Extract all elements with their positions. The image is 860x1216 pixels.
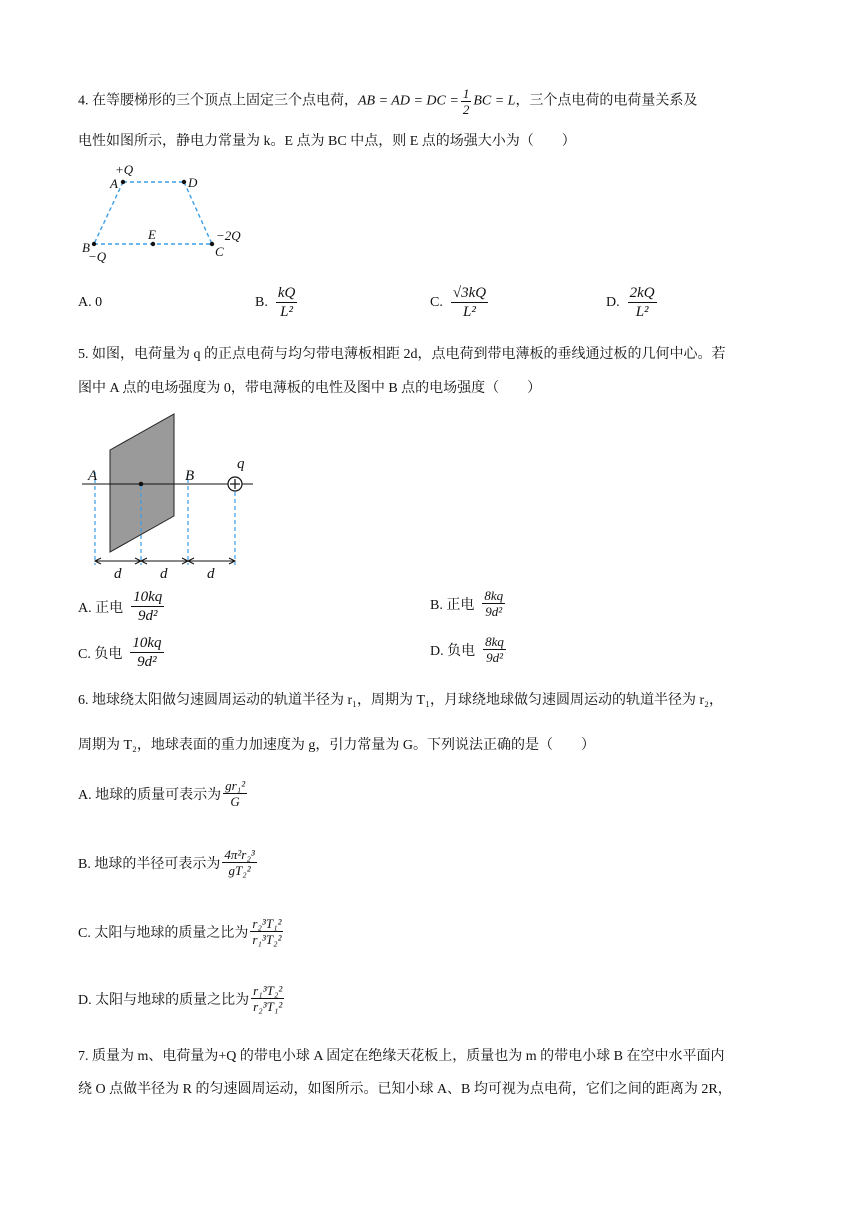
fraction-numerator: 10kq — [132, 635, 162, 651]
fraction-denominator: 9d² — [485, 604, 503, 619]
option-fraction — [223, 778, 247, 809]
option-fraction — [222, 847, 256, 878]
q4-label-qA: +Q — [115, 162, 134, 177]
fraction-numerator: 10kq — [133, 589, 163, 605]
fraction-denominator: 2 — [462, 102, 470, 117]
fraction-denominator: G — [230, 794, 240, 809]
q5-option-d[interactable] — [430, 634, 508, 665]
q4-label-C: C — [215, 244, 224, 259]
option-label: B. — [255, 294, 268, 310]
q4-option-b[interactable] — [255, 284, 299, 321]
q4-label-A: A — [110, 176, 118, 191]
fraction-denominator: L² — [280, 304, 294, 320]
q5-option-a[interactable] — [78, 588, 166, 625]
q4-option-c[interactable] — [430, 284, 490, 321]
q5-option-b[interactable] — [430, 588, 507, 619]
q4-line1 — [78, 86, 788, 117]
q6-line1: 6. 地球绕太阳做匀速圆周运动的轨道半径为 r₁，周期为 T₁，月球绕地球做匀速圆周运动的轨道半径为 r₂， — [78, 693, 724, 708]
q5-line2: 图中 A 点的电场强度为 0，带电薄板的电性及图中 B 点的电场强度（ ） — [78, 381, 542, 396]
q4-label-E: E — [148, 227, 156, 242]
fraction-numerator: 8kq — [485, 634, 504, 649]
option-label: B. 地球的半径可表示为 — [78, 856, 221, 872]
q5-option-c[interactable] — [78, 634, 166, 671]
fraction-denominator: 9d² — [486, 650, 503, 665]
fraction-denominator: L² — [463, 304, 476, 320]
fraction-numerator: 1 — [462, 86, 470, 101]
fraction-numerator: kQ — [277, 285, 296, 301]
q5-label-q: q — [237, 456, 245, 472]
option-label: C. 太阳与地球的质量之比为 — [78, 925, 249, 941]
option-fraction — [276, 284, 298, 321]
q4-formula-right: BC = L — [473, 93, 516, 109]
option-fraction — [130, 634, 163, 671]
option-fraction — [483, 634, 506, 665]
option-fraction — [131, 588, 164, 625]
q4-formula-left: AB = AD = DC = — [358, 93, 459, 109]
q6-option-c[interactable] — [78, 916, 285, 947]
q5-line1: 5. 如图，电荷量为 q 的正点电荷与均匀带电薄板相距 2d，点电荷到带电薄板的垂线通过板的几何中心。若 — [78, 347, 726, 362]
q7-line2: 绕 O 点做半径为 R 的匀速圆周运动，如图所示。已知小球 A、B 均可视为点电荷，它们之间的距离为 2R， — [78, 1082, 732, 1097]
option-fraction — [482, 588, 505, 619]
q5-label-d3: d — [207, 566, 215, 580]
option-label: D. — [606, 294, 620, 310]
option-fraction — [628, 284, 657, 321]
q6-option-b[interactable] — [78, 847, 259, 878]
option-label: A. 正电 — [78, 600, 124, 616]
fraction-numerator: 8kq — [484, 588, 504, 603]
option-fraction — [451, 284, 488, 321]
q7-line1: 7. 质量为 m、电荷量为+Q 的带电小球 A 固定在绝缘天花板上，质量也为 m 的带电小球 B 在空中水平面内 — [78, 1049, 725, 1064]
option-label: C. 负电 — [78, 646, 123, 662]
q6-option-a[interactable] — [78, 778, 249, 809]
q5-plate-figure — [78, 410, 258, 580]
fraction-denominator: L² — [635, 304, 649, 320]
fraction-numerator: r₂³T₁² — [252, 916, 282, 931]
q4-half-fraction — [461, 86, 472, 117]
fraction-denominator: r₂³T₁² — [253, 999, 283, 1014]
fraction-numerator: 2kQ — [629, 285, 655, 301]
fraction-denominator: gT₂² — [228, 863, 251, 878]
option-label: B. 正电 — [430, 597, 475, 613]
fraction-denominator: 9d² — [137, 654, 157, 670]
option-label: A. 0 — [78, 295, 103, 310]
fraction-numerator: gr₁² — [225, 778, 246, 793]
option-label: A. 地球的质量可表示为 — [78, 787, 222, 803]
option-label: D. 太阳与地球的质量之比为 — [78, 992, 250, 1008]
option-label: C. — [430, 294, 443, 310]
q4-option-a[interactable] — [78, 295, 102, 311]
fraction-numerator: √3kQ — [452, 285, 487, 301]
fraction-denominator: r₁³T₂² — [252, 932, 282, 947]
q4-label-qC: −2Q — [216, 228, 241, 243]
q5-label-d1: d — [114, 566, 122, 580]
q4-label-qB: −Q — [88, 249, 107, 264]
fraction-numerator: r₁³T₂² — [253, 983, 283, 998]
q4-option-d[interactable] — [606, 284, 659, 321]
q5-label-d2: d — [160, 566, 168, 580]
q4-text-b: ，三个点电荷的电荷量关系及 — [515, 93, 698, 109]
q6-line2: 周期为 T₂，地球表面的重力加速度为 g，引力常量为 G。下列说法正确的是（ ） — [78, 738, 596, 753]
q4-text-a: 4. 在等腰梯形的三个顶点上固定三个点电荷， — [78, 93, 358, 109]
fraction-numerator: 4π²r₂³ — [224, 847, 255, 862]
q4-line2: 电性如图所示，静电力常量为 k。E 点为 BC 中点，则 E 点的场强大小为（ ） — [78, 134, 576, 149]
fraction-denominator: 9d² — [137, 608, 158, 624]
q4-label-D: D — [188, 175, 198, 190]
option-fraction — [251, 983, 284, 1014]
option-fraction — [250, 916, 283, 947]
q4-trapezoid-figure — [78, 160, 258, 270]
q6-option-d[interactable] — [78, 983, 286, 1014]
option-label: D. 负电 — [430, 643, 476, 659]
q4-label-B: B — [82, 240, 90, 255]
q5-label-B: B — [185, 468, 195, 484]
q5-label-A: A — [88, 468, 98, 484]
